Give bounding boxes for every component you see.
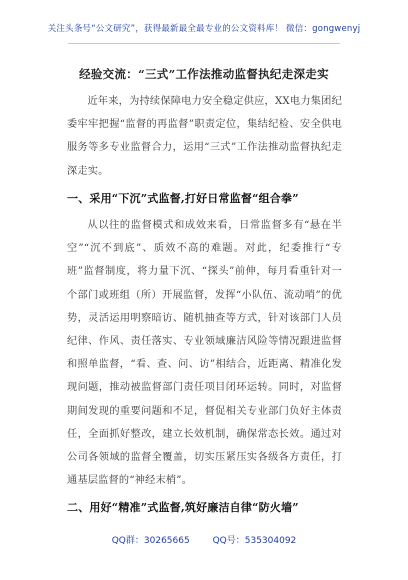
section-2-heading: 二、用好“精准”式监督,筑好廉洁自律“防火墙”: [67, 501, 299, 515]
promo-header: 关注头条号“公文研究”，获得最新最全最专业的公文资料库！ 微信：gongwenyj: [47, 24, 361, 34]
promo-footer: [0, 533, 408, 546]
header-divider: [68, 43, 340, 44]
section-1-paragraph: 从以往的监督模式和成效来看，日常监督多有“悬在半空”“沉不到底”、质效不高的难题。对此，纪委推行“专班”监督制度，将力量下沉、“探头”前伸，每月看重针对一个部门或班组（所）开展监督，发挥“小队伍、流动哨”的优势，灵活运用明察暗访、随机抽查等方式，针对该部门人员纪律、作风、责任落实、专业领域廉洁风险等情况跟进监督和照单监督，“看、查、问、访”相结合，近距离、精准化发现问题，推动被监督部门责任项目闭环运转。同时，对监督期间发现的重要问题和不足，督促相关专业部门负好主体责任，全面抓好整改，建立长效机制，确保常态长效。通过对公司各领域的监督全覆盖，切实压紧压实各级各方责任，打通基层监督的“神经末梢”。: [67, 220, 342, 487]
qq-number-link[interactable]: QQ号：535304092: [212, 536, 297, 546]
qq-group-link[interactable]: QQ群：30265665: [111, 536, 190, 546]
document-body: [67, 90, 342, 520]
document-title: 经验交流：“三式”工作法推动监督执纪走深走实: [79, 67, 329, 81]
intro-paragraph: 近年来，为持续保障电力安全稳定供应，XX电力集团纪委牢牢把握“监督的再监督”职责定位，集结纪检、安全供电服务等多专业监督合力，运用“三式”工作法推动监督执纪走深走实。: [67, 96, 342, 177]
section-1-heading: 一、采用“下沉”式监督,打好日常监督“组合拳”: [67, 191, 299, 205]
